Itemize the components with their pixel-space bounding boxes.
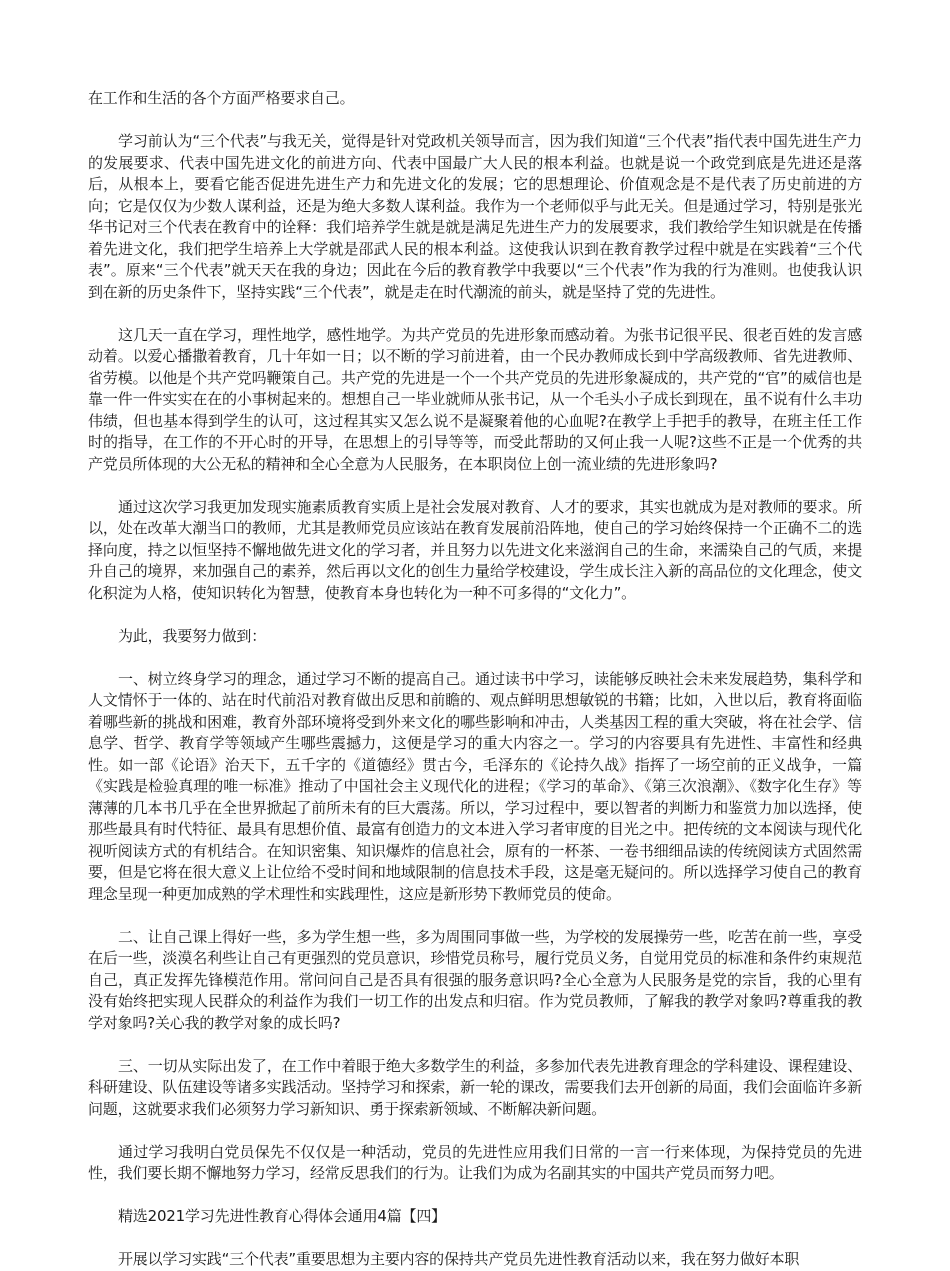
paragraph-learning-feelings: 这几天一直在学习，理性地学，感性地学。为共产党员的先进形象而感动着。为张书记很平民、很老百姓的发言感动着。以爱心播撒着教育，几十年如一日；以不断的学习前进着，由一个民办教师成长到中学高级教师、省先进教师、省劳模。以他是个共产党吗鞭策自己。共产党的先进是一个一个共产党员的先进形象凝成的，共产党的“官”的威信也是靠一件一件实实在在的小事树起来的。想想自己一毕业就师从张书记，从一个毛头小子成长到现在，虽不说有什么丰功伟绩，但也基本得到学生的认可，这过程其实又怎么说不是凝聚着他的心血呢?在教学上手把手的教导，在班主任工作时的指导，在工作的不开心时的开导，在思想上的引导等等，而受此帮助的又何止我一人呢?这些不正是一个优秀的共产党员所体现的大公无私的精神和全心全意为人民服务，在本职岗位上创一流业绩的先进形象吗? (88, 325, 862, 473)
paragraph-quality-education: 通过这次学习我更加发现实施素质教育实质上是社会发展对教育、人才的要求，其实也就成为是对教师的要求。所以，处在改革大潮当口的教师，尤其是教师党员应该站在教育发展前沿阵地，使自己的学习始终保持一个正确不二的选择向度，持之以恒坚持不懈地做先进文化的学习者，并且努力以先进文化来滋润自己的生命，来濡染自己的气质，来提升自己的境界，来加强自己的素养，然后再以文化的创生力量给学校建设，学生成长注入新的高品位的文化理念，使文化积淀为人格，使知识转化为智慧，使教育本身也转化为一种不可多得的“文化力”。 (88, 497, 862, 602)
paragraph-section-four-start: 开展以学习实践“三个代表”重要思想为主要内容的保持共产党员先进性教育活动以来，我在努力做好本职 (118, 1250, 800, 1268)
paragraph-three-represents: 学习前认为“三个代表”与我无关，觉得是针对党政机关领导而言，因为我们知道“三个代表”指代表中国先进生产力的发展要求、代表中国先进文化的前进方向、代表中国最广大人民的根本利益。也就是说一个政党到底是先进还是落后，从根本上，要看它能否促进先进生产力和先进文化的发展；它的思想理论、价值观念是不是代表了历史前进的方向；它是仅仅为少数人谋利益，还是为绝大多数人谋利益。我作为一个老师似乎与此无关。但是通过学习，特别是张光华书记对三个代表在教育中的诠释：我们培养学生就是就是满足先进生产力的发展要求，我们教给学生知识就是在传播着先进文化，我们把学生培养上大学就是邵武人民的根本利益。这使我认识到在教育教学过程中就是在实践着“三个代表”。原来“三个代表”就天天在我的身边；因此在今后的教育教学中我要以“三个代表”作为我的行为准则。也使我认识到在新的历史条件下，坚持实践“三个代表”，就是走在时代潮流的前头，就是坚持了党的先进性。 (88, 132, 862, 301)
paragraph-point-three: 三、一切从实际出发了，在工作中着眼于绝大多数学生的利益，多参加代表先进教育理念的学科建设、课程建设、科研建设、队伍建设等诸多实践活动。坚持学习和探索，新一轮的课改，需要我们去开创新的局面，我们会面临许多新问题，这就要求我们必须努力学习新知识、勇于探索新领域、不断解决新问题。 (88, 1056, 862, 1118)
paragraph-point-two: 二、让自己课上得好一些，多为学生想一些，多为周围同事做一些，为学校的发展操劳一些，吃苦在前一些，享受在后一些，淡漠名利些让自己有更强烈的党员意识，珍惜党员称号，履行党员义务，自觉用党员的标准和条件约束规范自己，真正发挥先锋模范作用。常问问自己是否具有很强的服务意识吗?全心全意为人民服务是党的宗旨，我的心里有没有始终把实现人民群众的利益作为我们一切工作的出发点和归宿。作为党员教师，了解我的教学对象吗?尊重我的教学对象吗?关心我的教学对象的成长吗? (88, 927, 862, 1032)
section-heading: 精选2021学习先进性教育心得体会通用4篇【四】 (118, 1207, 446, 1225)
paragraph-commitment-intro: 为此，我要努力做到： (118, 626, 267, 645)
paragraph-conclusion: 通过学习我明白党员保先不仅仅是一种活动，党员的先进性应用我们日常的一言一行来体现，为保持党员的先进性，我们要长期不懈地努力学习，经常反思我们的行为。让我们为成为名副其实的中国共产党员而努力吧。 (88, 1142, 862, 1182)
paragraph-point-one: 一、树立终身学习的理念，通过学习不断的提高自己。通过读书中学习，读能够反映社会未来发展趋势，集科学和人文情怀于一体的、站在时代前沿对教育做出反思和前瞻的、观点鲜明思想敏锐的书籍；比如，入世以后，教育将面临着哪些新的挑战和困难，教育外部环境将受到外来文化的哪些影响和冲击，人类基因工程的重大突破，将在社会学、信息学、哲学、教育学等领域产生哪些震撼力，这便是学习的重大内容之一。学习的内容要具有先进性、丰富性和经典性。如一部《论语》治天下，五千字的《道德经》贯古今，毛泽东的《论持久战》指挥了一场空前的正义战争，一篇《实践是检验真理的唯一标准》推动了中国社会主义现代化的进程；《学习的革命》、《第三次浪潮》、《数字化生存》等薄薄的几本书几乎在全世界掀起了前所未有的巨大震荡。所以，学习过程中，要以智者的判断力和鉴赏力加以选择，使那些最具有时代特征、最具有思想价值、最富有创造力的文本进入学习者审度的目光之中。把传统的文本阅读与现代化视听阅读方式的有机结合。在知识密集、知识爆炸的信息社会，原有的一杯茶、一卷书细细品读的传统阅读方式固然需要，但是它将在很大意义上让位给不受时间和地域限制的信息技术手段，这是毫无疑问的。所以选择学习使自己的教育理念呈现一种更加成熟的学术理性和实践理性，这应是新形势下教师党员的使命。 (88, 669, 862, 903)
paragraph-continuation: 在工作和生活的各个方面严格要求自己。 (88, 89, 355, 107)
